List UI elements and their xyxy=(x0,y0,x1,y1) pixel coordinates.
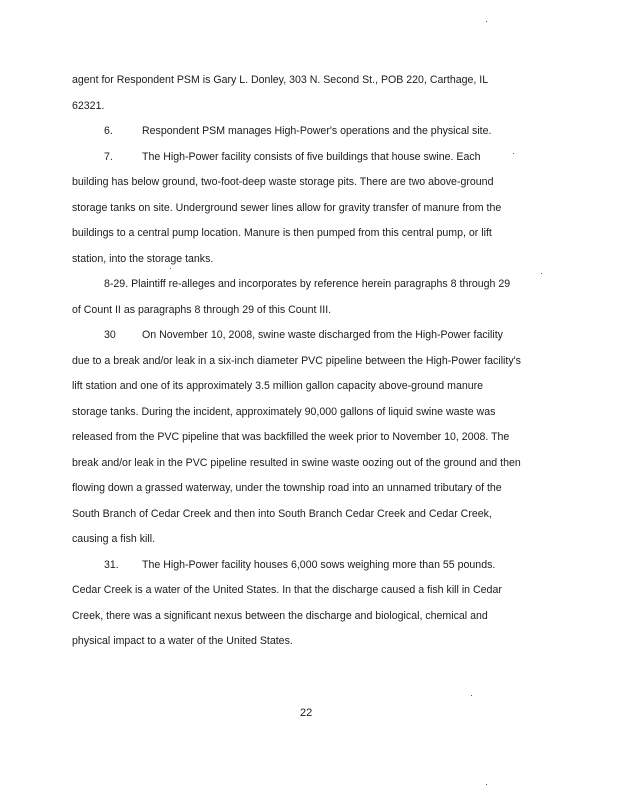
paragraph-number: 31. xyxy=(104,559,119,571)
scan-speck xyxy=(486,21,487,22)
scan-speck xyxy=(170,268,171,269)
text-line: due to a break and/or leak in a six-inch diameter PVC pipeline between the High-Power facility's xyxy=(72,355,521,367)
text-line: station, into the storage tanks. xyxy=(72,253,214,265)
text-line: On November 10, 2008, swine waste discharged from the High-Power facility xyxy=(142,329,503,341)
text-line: flowing down a grassed waterway, under the township road into an unnamed tributary of the xyxy=(72,482,502,494)
text-line: Respondent PSM manages High-Power's operations and the physical site. xyxy=(142,125,492,137)
paragraph-number: 30 xyxy=(104,329,116,341)
text-line: The High-Power facility houses 6,000 sows weighing more than 55 pounds. xyxy=(142,559,496,571)
text-line: causing a fish kill. xyxy=(72,533,156,545)
scan-speck xyxy=(541,273,542,274)
text-line: Cedar Creek is a water of the United States. In that the discharge caused a fish kill in Cedar xyxy=(72,584,502,596)
text-line: of Count II as paragraphs 8 through 29 of this Count III. xyxy=(72,304,332,316)
scan-speck xyxy=(513,153,514,154)
text-line: 8-29. Plaintiff re-alleges and incorporates by reference herein paragraphs 8 through 29 xyxy=(104,278,511,290)
text-line: building has below ground, two-foot-deep waste storage pits. There are two above-ground xyxy=(72,176,494,188)
text-line: Creek, there was a significant nexus between the discharge and biological, chemical and xyxy=(72,610,488,622)
text-line: break and/or leak in the PVC pipeline resulted in swine waste oozing out of the ground and then xyxy=(72,457,521,469)
text-line: buildings to a central pump location. Manure is then pumped from this central pump, or lift xyxy=(72,227,492,239)
text-line: agent for Respondent PSM is Gary L. Donley, 303 N. Second St., POB 220, Carthage, IL xyxy=(72,74,489,86)
text-line: The High-Power facility consists of five buildings that house swine. Each xyxy=(142,151,481,163)
text-line: 62321. xyxy=(72,100,105,112)
paragraph-number: 7. xyxy=(104,151,113,163)
page-number: 22 xyxy=(300,707,313,719)
text-line: physical impact to a water of the United States. xyxy=(72,635,293,647)
text-line: lift station and one of its approximately 3.5 million gallon capacity above-ground manure xyxy=(72,380,484,392)
text-line: released from the PVC pipeline that was backfilled the week prior to November 10, 2008. The xyxy=(72,431,510,443)
scan-speck xyxy=(471,695,472,696)
text-line: storage tanks on site. Underground sewer lines allow for gravity transfer of manure from the xyxy=(72,202,502,214)
text-line: South Branch of Cedar Creek and then into South Branch Cedar Creek and Cedar Creek, xyxy=(72,508,492,520)
text-line: storage tanks. During the incident, approximately 90,000 gallons of liquid swine waste was xyxy=(72,406,496,418)
scan-speck xyxy=(486,784,487,785)
paragraph-number: 6. xyxy=(104,125,113,137)
